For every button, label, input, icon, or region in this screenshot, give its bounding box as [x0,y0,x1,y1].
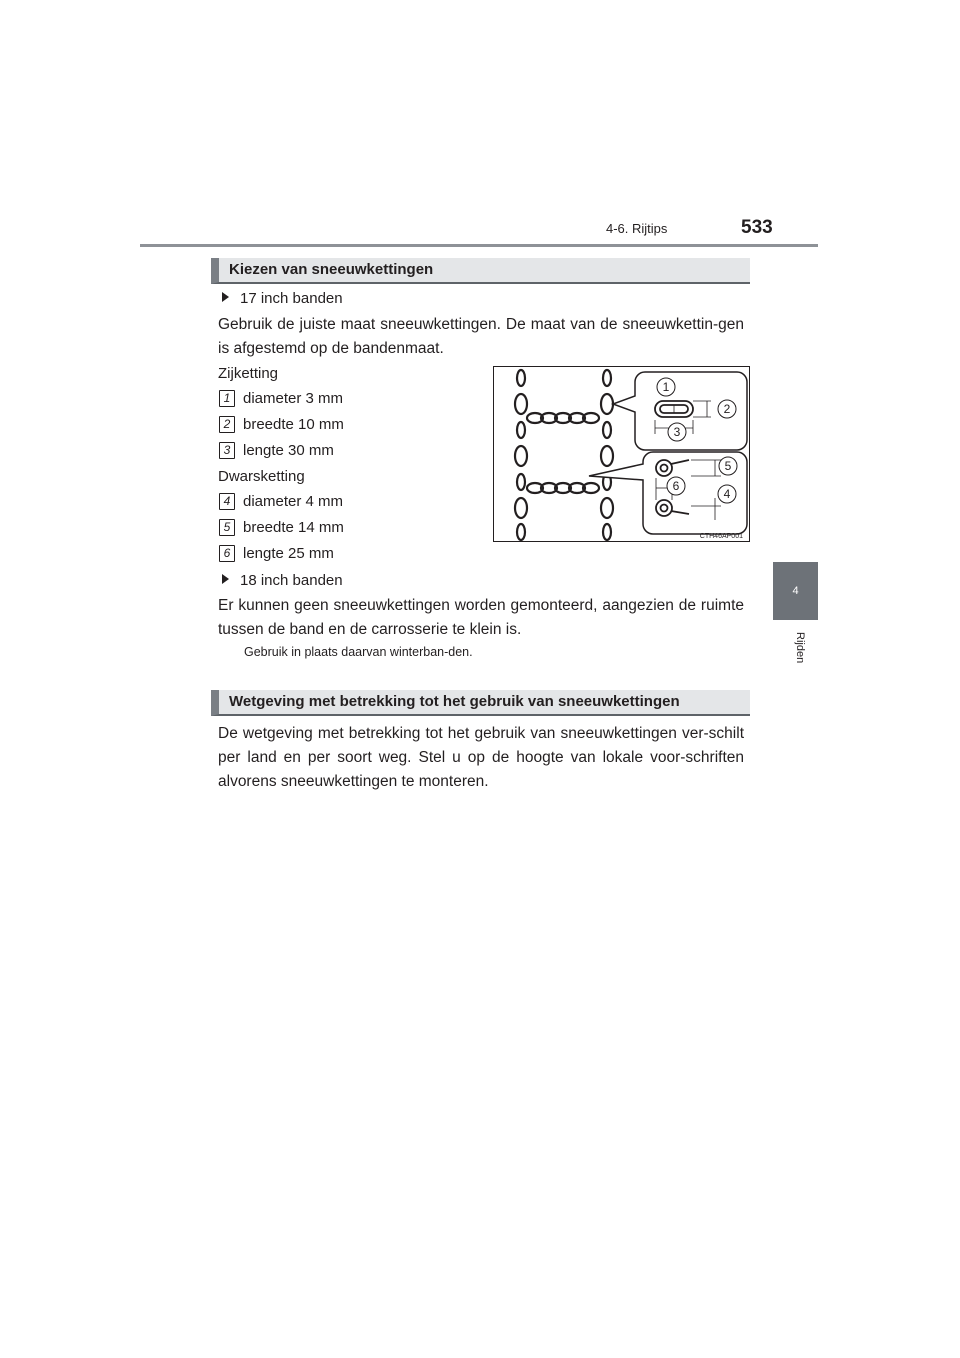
number-badge: 6 [219,545,235,562]
figure-code: CTH46AP001 [699,533,743,540]
section-heading-legislation: Wetgeving met betrekking tot het gebruik van sneeuwkettingen [211,690,750,716]
page-number: 533 [741,217,773,238]
paragraph-18-inch: Er kunnen geen sneeuwkettingen worden gemonteerd, aangezien de ruimte tussen de band en de carrosserie te klein is. [218,597,744,638]
figure-label: 2 [723,402,731,416]
intro-paragraph: Gebruik de juiste maat sneeuwkettingen. De maat van de sneeuwkettin-gen is afgestemd op de bandenmaat. [218,316,744,357]
list-item-text: breedte 14 mm [243,519,344,536]
figure-label: 1 [662,380,670,394]
list-item-text: breedte 10 mm [243,416,344,433]
list-item-text: diameter 4 mm [243,493,344,510]
figure-label: 3 [673,425,681,439]
bullet-18-inch [222,572,343,589]
side-chain-label: Zijketting [218,365,279,382]
triangle-bullet-icon [222,292,229,302]
chapter-tab: 4 [773,562,818,620]
section-heading-snow-chains: Kiezen van sneeuwkettingen [211,258,750,284]
legislation-paragraph: De wetgeving met betrekking tot het gebruik van sneeuwkettingen ver-schilt per land en per soort weg. Stel u op de hoogte van lokale voor-schriften alvorens sneeuwkettingen te monteren. [218,725,744,790]
header-rule [140,244,818,247]
running-header: 4-6. Rijtips [606,221,668,236]
triangle-bullet-icon [222,574,229,584]
list-item-6 [219,543,419,565]
figure-label: 6 [672,479,680,493]
number-badge: 3 [219,442,235,459]
bullet-17-inch [222,290,343,307]
chapter-tab-label: Rijden [794,632,806,664]
cross-chain-label: Dwarsketting [218,468,305,485]
bullet-18-inch-text: 18 inch banden [240,572,343,589]
number-badge: 1 [219,390,235,407]
list-item-4 [219,491,419,513]
list-item-1 [219,388,419,410]
snow-chain-illustration [493,366,750,542]
list-item-text: diameter 3 mm [243,390,344,407]
number-badge: 2 [219,416,235,433]
list-item-2 [219,414,419,436]
number-badge: 5 [219,519,235,536]
figure-label: 5 [724,459,732,473]
note-winter-tires: Gebruik in plaats daarvan winterban-den. [244,645,473,659]
number-badge: 4 [219,493,235,510]
list-item-3 [219,440,419,462]
list-item-text: lengte 30 mm [243,442,334,459]
list-item-5 [219,517,419,539]
figure-label: 4 [723,487,731,501]
bullet-17-inch-text: 17 inch banden [240,290,343,307]
list-item-text: lengte 25 mm [243,545,334,562]
